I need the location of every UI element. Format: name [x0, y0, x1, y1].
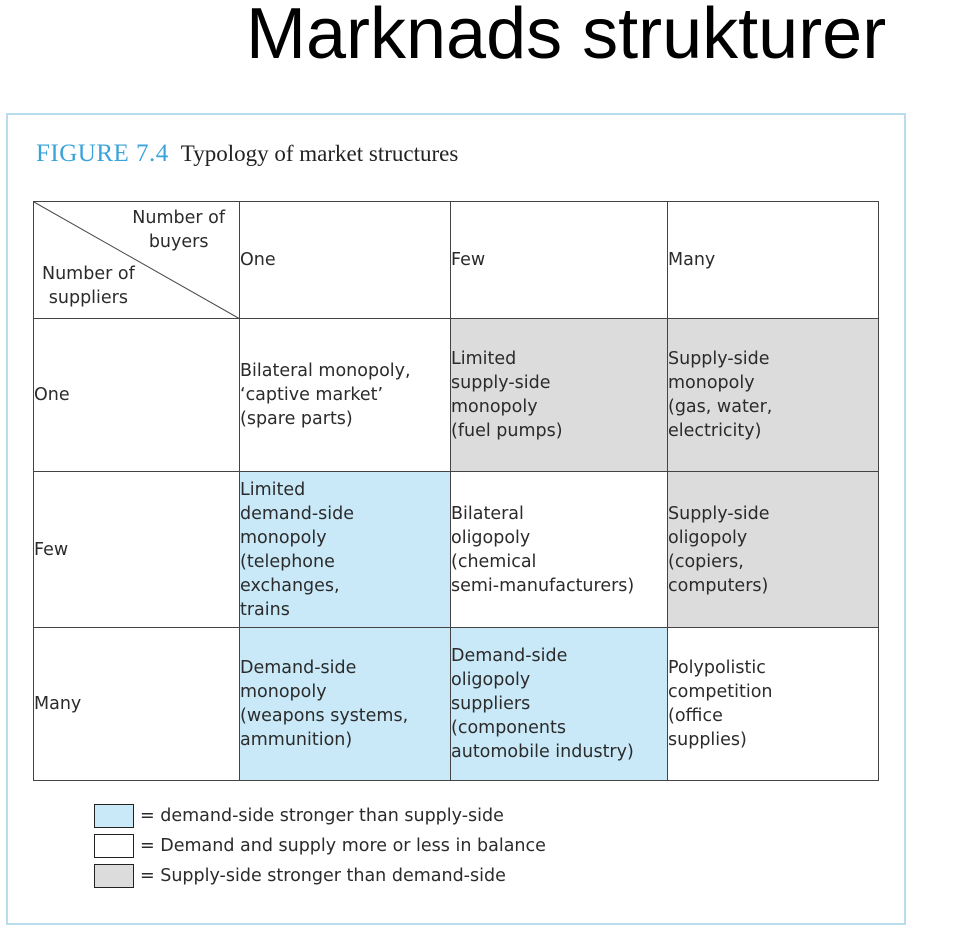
cell-text-line: Supply-side [668, 349, 770, 369]
row-header-many: Many [34, 628, 240, 781]
legend-swatch-supply [94, 864, 134, 888]
cell-text-line: monopoly [668, 373, 755, 393]
cell-text-line: monopoly [451, 397, 538, 417]
cell-text-line: electricity) [668, 421, 762, 441]
cell-text-line: semi-manufacturers) [451, 575, 635, 596]
corner-suppliers-label: Number of suppliers [42, 264, 135, 308]
cell-text-line: (telephone [240, 551, 335, 572]
cell-text-line: (gas, water, [668, 397, 773, 417]
cell-text-line: Demand-side [240, 658, 357, 678]
legend-item-supply [94, 861, 546, 891]
cell-text-line: competition [668, 682, 773, 702]
cell-text-line: ammunition) [240, 730, 353, 750]
legend [94, 801, 546, 891]
market-cell [668, 472, 879, 628]
cell-text-line: (weapons systems, [240, 706, 409, 726]
legend-item-balance [94, 831, 546, 861]
market-cell [240, 628, 451, 781]
cell-text-line: supplies) [668, 730, 747, 750]
legend-text: = Demand and supply more or less in balance [140, 836, 546, 856]
cell-text-line: Polypolistic [668, 658, 766, 678]
market-cell [451, 319, 668, 472]
cell-text-line: automobile industry) [451, 742, 634, 762]
figure-caption [36, 140, 458, 168]
cell-text-line: oligopoly [451, 527, 531, 548]
cell-text-line: exchanges, [240, 575, 340, 596]
cell-text-line: Supply-side [668, 503, 770, 524]
market-cell [240, 472, 451, 628]
cell-text-line: (office [668, 706, 723, 726]
legend-text: = demand-side stronger than supply-side [140, 806, 504, 826]
legend-swatch-balance [94, 834, 134, 858]
row-header-one: One [34, 319, 240, 472]
corner-buyers-label: Number of buyers [132, 208, 225, 252]
cell-text-line: Bilateral [451, 503, 524, 524]
cell-text-line: trains [240, 599, 290, 620]
cell-text-line: (chemical [451, 551, 537, 572]
cell-text-line: monopoly [240, 527, 327, 548]
market-cell [240, 319, 451, 472]
cell-text-line: (spare parts) [240, 409, 353, 429]
cell-text-line: oligopoly [451, 670, 531, 690]
cell-text-line: computers) [668, 575, 769, 596]
typology-table [33, 201, 879, 781]
cell-text-line: demand-side [240, 503, 355, 524]
figure-number: FIGURE 7.4 [36, 140, 169, 167]
figure-caption-text: Typology of market structures [180, 141, 459, 166]
row-header-few: Few [34, 472, 240, 628]
cell-text-line: (fuel pumps) [451, 421, 563, 441]
legend-swatch-demand [94, 804, 134, 828]
cell-text-line: Bilateral monopoly, [240, 361, 411, 381]
cell-text-line: (components [451, 718, 566, 738]
cell-text-line: ‘captive market’ [240, 385, 384, 405]
corner-header-cell [34, 202, 240, 319]
cell-text-line: suppliers [451, 694, 531, 714]
column-header-one: One [240, 202, 451, 319]
slide-title: Marknads strukturer [246, 0, 887, 74]
cell-text-line: Limited [451, 349, 517, 369]
market-cell [668, 319, 879, 472]
legend-text: = Supply-side stronger than demand-side [140, 866, 506, 886]
market-cell [451, 472, 668, 628]
market-cell [451, 628, 668, 781]
cell-text-line: oligopoly [668, 527, 748, 548]
cell-text-line: Limited [240, 479, 306, 500]
cell-text-line: monopoly [240, 682, 327, 702]
cell-text-line: Demand-side [451, 646, 568, 666]
cell-text-line: supply-side [451, 373, 551, 393]
market-cell [668, 628, 879, 781]
column-header-few: Few [451, 202, 668, 319]
cell-text-line: (copiers, [668, 551, 744, 572]
legend-item-demand [94, 801, 546, 831]
column-header-many: Many [668, 202, 879, 319]
